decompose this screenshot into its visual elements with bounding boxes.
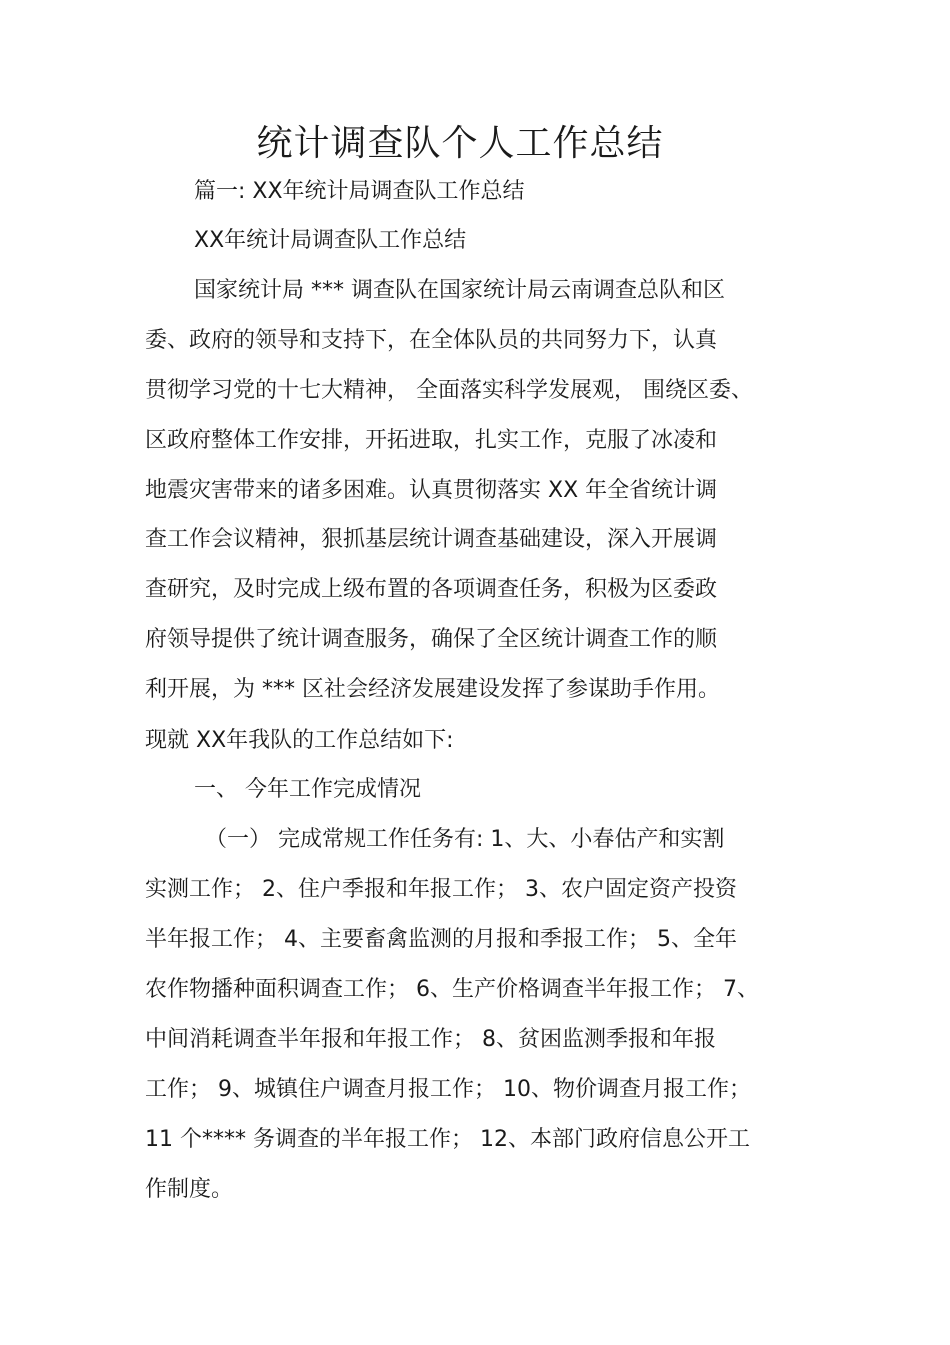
paragraph-line: 区政府整体工作安排，开拓进取，扎实工作，克服了冰凌和 [145,428,718,453]
paragraph-line: 作制度。 [145,1177,234,1202]
paragraph-line: 11 个**** 务调查的半年报工作； 12、本部门政府信息公开工 [145,1127,750,1152]
document-title: 统计调查队个人工作总结 [256,123,664,164]
paragraph-line: 半年报工作； 4、主要畜禽监测的月报和季报工作； 5、全年 [145,927,737,952]
paragraph-line: 委、政府的领导和支持下，在全体队员的共同努力下，认真 [145,328,718,353]
paragraph-line: 利开展，为 *** 区社会经济发展建设发挥了参谋助手作用。 [145,677,720,702]
paragraph-line: 中间消耗调查半年报和年报工作； 8、贫困监测季报和年报 [145,1027,716,1052]
paragraph-line: 国家统计局 *** 调查队在国家统计局云南调查总队和区 [194,278,725,303]
chapter-heading: 篇一: XX年统计局调查队工作总结 [194,179,525,204]
paragraph-line: （一） 完成常规工作任务有: 1、大、小春估产和实割 [205,827,725,852]
paragraph-line: 实测工作； 2、住户季报和年报工作； 3、农户固定资产投资 [145,877,737,902]
section-subtitle: XX年统计局调查队工作总结 [194,228,467,253]
paragraph-line: 贯彻学习党的十七大精神， 全面落实科学发展观， 围绕区委、 [145,378,753,403]
paragraph-line: 地震灾害带来的诸多困难。认真贯彻落实 XX 年全省统计调 [145,478,718,503]
paragraph-line: 查研究，及时完成上级布置的各项调查任务，积极为区委政 [145,577,718,602]
paragraph-line: 查工作会议精神，狠抓基层统计调查基础建设，深入开展调 [145,527,718,552]
paragraph-line: 农作物播种面积调查工作； 6、生产价格调查半年报工作； 7、 [145,977,759,1002]
section-heading: 一、 今年工作完成情况 [194,777,421,802]
paragraph-line: 府领导提供了统计调查服务，确保了全区统计调查工作的顺 [145,627,718,652]
paragraph-line: 现就 XX年我队的工作总结如下: [145,728,454,753]
paragraph-line: 工作； 9、城镇住户调查月报工作； 10、物价调查月报工作； [145,1077,751,1102]
